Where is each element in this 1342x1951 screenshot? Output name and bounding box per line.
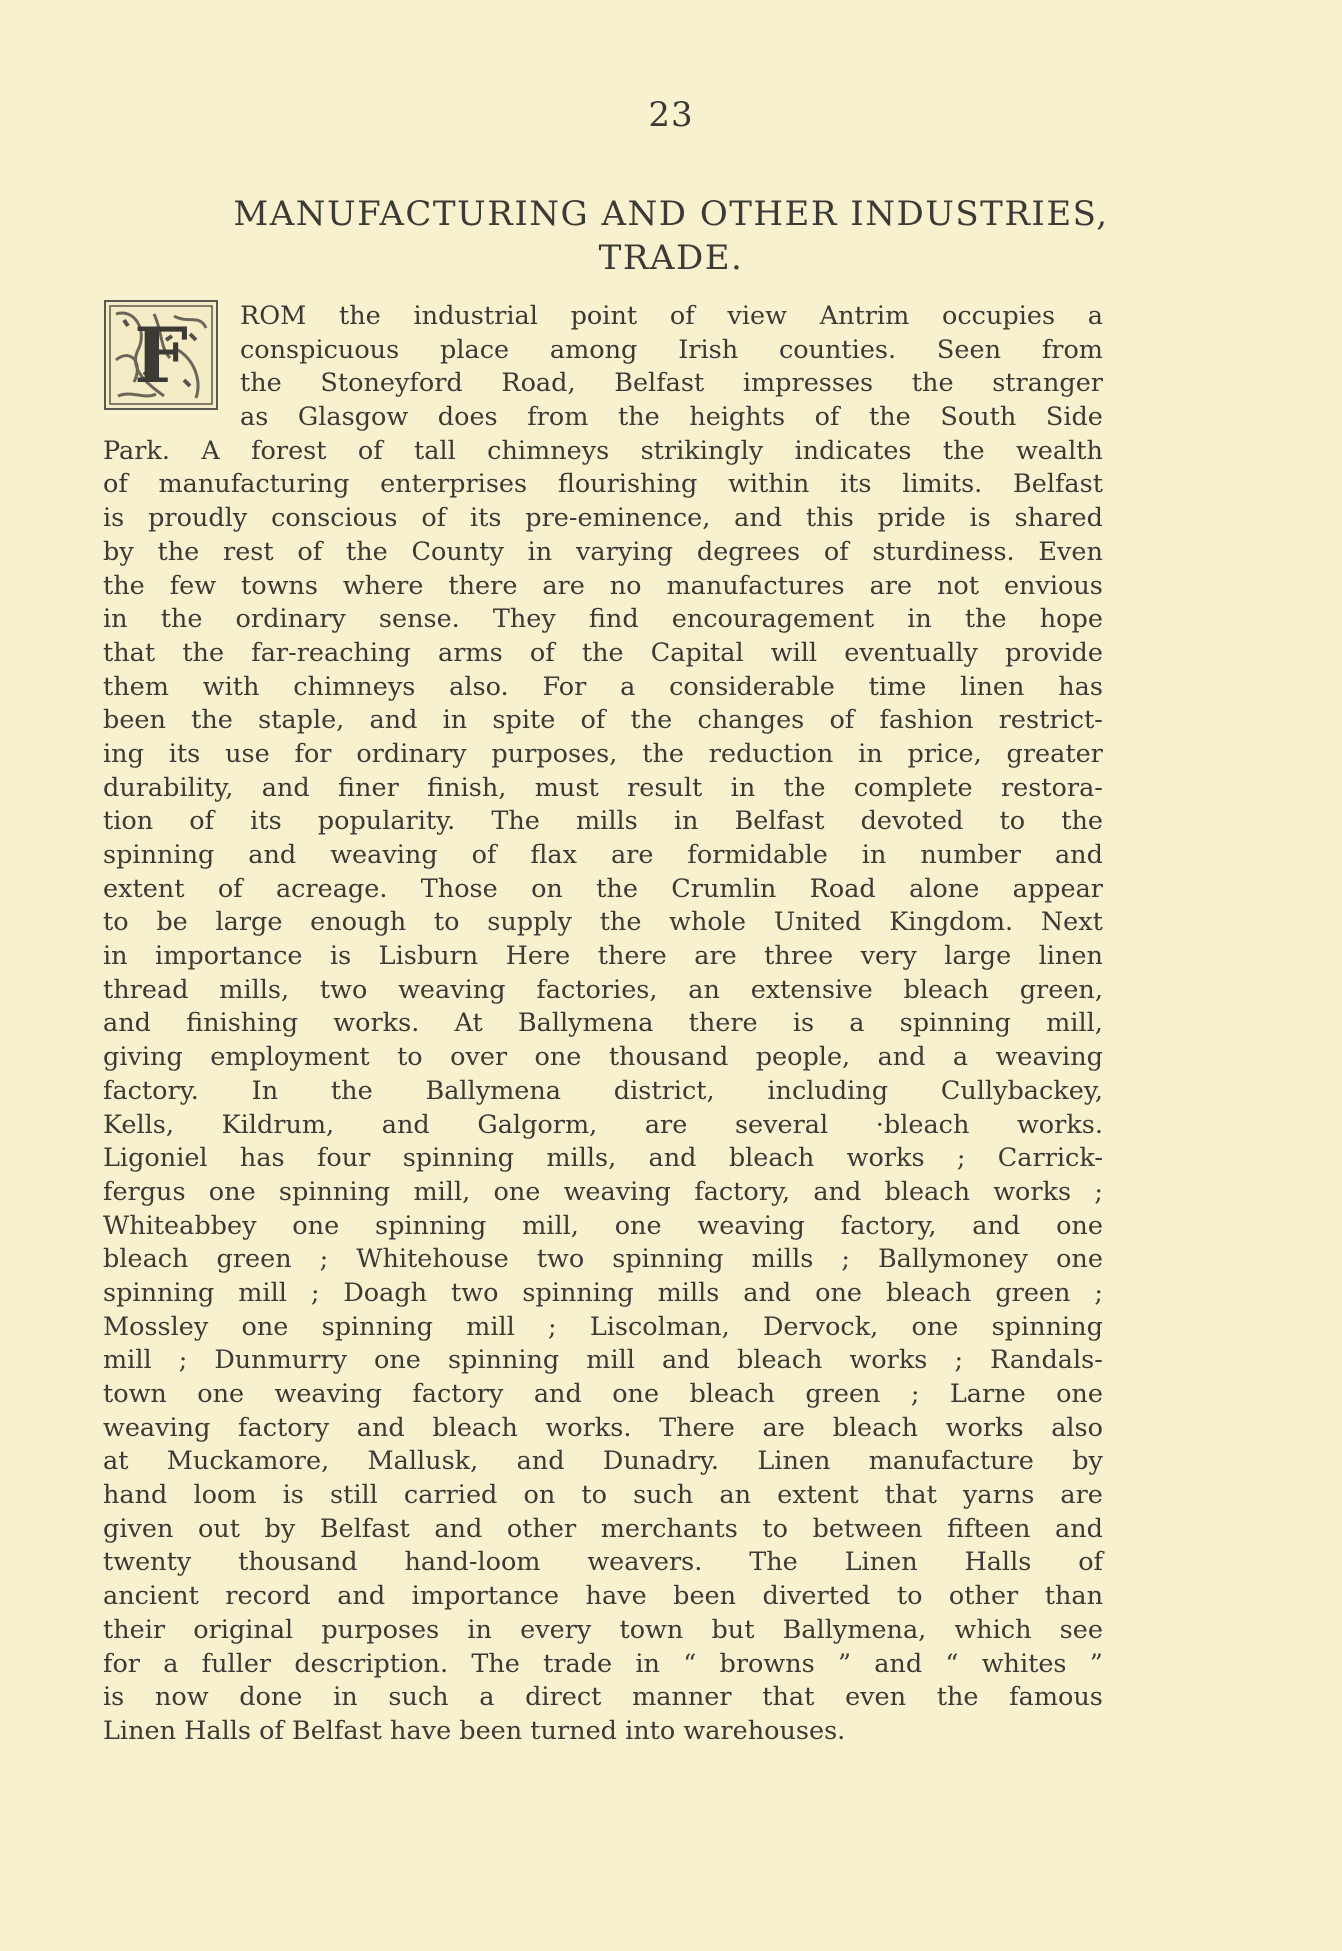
text-line: of manufacturing enterprises flourishing within its limits. Belfast [103,469,1103,500]
chapter-heading-line-2: TRADE. [598,238,744,278]
text-line: weaving factory and bleach works. There are bleach works also [103,1412,1103,1443]
text-line: the Stoneyford Road, Belfast impresses the stranger [240,368,1103,399]
text-line: factory. In the Ballymena district, including Cullybackey, [103,1075,1103,1106]
text-line: spinning and weaving of flax are formidable in number and [103,840,1103,870]
text-line: is now done in such a direct manner that even the famous [103,1682,1103,1713]
chapter-heading-line-1: MANUFACTURING AND OTHER INDUSTRIES, [233,194,1109,234]
text-line: fergus one spinning mill, one weaving factory, and bleach works ; [103,1176,1103,1207]
text-line: at Muckamore, Mallusk, and Dunadry. Linen manufacture by [103,1446,1103,1477]
text-line: is proudly conscious of its pre-eminence, and this pride is shared [103,503,1103,534]
text-line: Park. A forest of tall chimneys strikingly indicates the wealth [103,435,1103,466]
chapter-heading [100,192,1242,280]
text-line: tion of its popularity. The mills in Belfast devoted to the [103,806,1103,837]
text-line: and finishing works. At Ballymena there is a spinning mill, [103,1008,1103,1039]
text-line: mill ; Dunmurry one spinning mill and bleach works ; Randals- [103,1345,1103,1376]
body-paragraph [103,300,1103,1749]
text-line: been the staple, and in spite of the changes of fashion restrict- [103,705,1103,736]
drop-cap-letter: F [134,311,188,400]
text-line: to be large enough to supply the whole United Kingdom. Next [103,907,1103,938]
text-line: giving employment to over one thousand people, and a weaving [103,1042,1103,1073]
text-line: given out by Belfast and other merchants to between fifteen and [103,1513,1103,1544]
text-line: Mossley one spinning mill ; Liscolman, Dervock, one spinning [103,1311,1103,1342]
text-line: town one weaving factory and one bleach green ; Larne one [103,1379,1103,1409]
text-line: Linen Halls of Belfast have been turned into warehouses. [103,1715,846,1746]
text-line: ROM the industrial point of view Antrim occupies a [240,301,1103,331]
text-line: by the rest of the County in varying degrees of sturdiness. Even [103,536,1103,567]
text-line: as Glasgow does from the heights of the South Side [240,402,1103,433]
text-line: in the ordinary sense. They find encouragement in the hope [103,604,1103,635]
text-line: ing its use for ordinary purposes, the reduction in price, greater [103,738,1103,769]
text-line: ancient record and importance have been diverted to other than [103,1581,1103,1612]
text-line: in importance is Lisburn Here there are three very large linen [103,941,1103,972]
text-line: that the far-reaching arms of the Capital will eventually provide [103,637,1103,668]
text-line: extent of acreage. Those on the Crumlin Road alone appear [103,873,1103,904]
text-line: spinning mill ; Doagh two spinning mills and one bleach green ; [103,1277,1103,1308]
page-number: 23 [648,95,694,135]
text-line: conspicuous place among Irish counties. Seen from [240,334,1103,365]
text-line: twenty thousand hand-loom weavers. The Linen Halls of [103,1547,1103,1578]
text-line: Whiteabbey one spinning mill, one weaving factory, and one [103,1210,1103,1241]
text-line: durability, and finer finish, must result in the complete restora- [103,772,1103,803]
text-line: for a fuller description. The trade in “ browns ” and “ whites ” [103,1648,1103,1679]
text-line: the few towns where there are no manufactures are not envious [103,570,1103,601]
text-line: thread mills, two weaving factories, an extensive bleach green, [103,974,1103,1005]
text-line: Kells, Kildrum, and Galgorm, are several ·bleach works. [103,1109,1103,1140]
text-line: them with chimneys also. For a considerable time linen has [103,671,1103,702]
text-line: Ligoniel has four spinning mills, and bleach works ; Carrick- [103,1143,1103,1174]
text-line: bleach green ; Whitehouse two spinning mills ; Ballymoney one [103,1244,1103,1275]
text-line: their original purposes in every town but Ballymena, which see [103,1614,1103,1645]
text-line: hand loom is still carried on to such an extent that yarns are [103,1480,1103,1511]
